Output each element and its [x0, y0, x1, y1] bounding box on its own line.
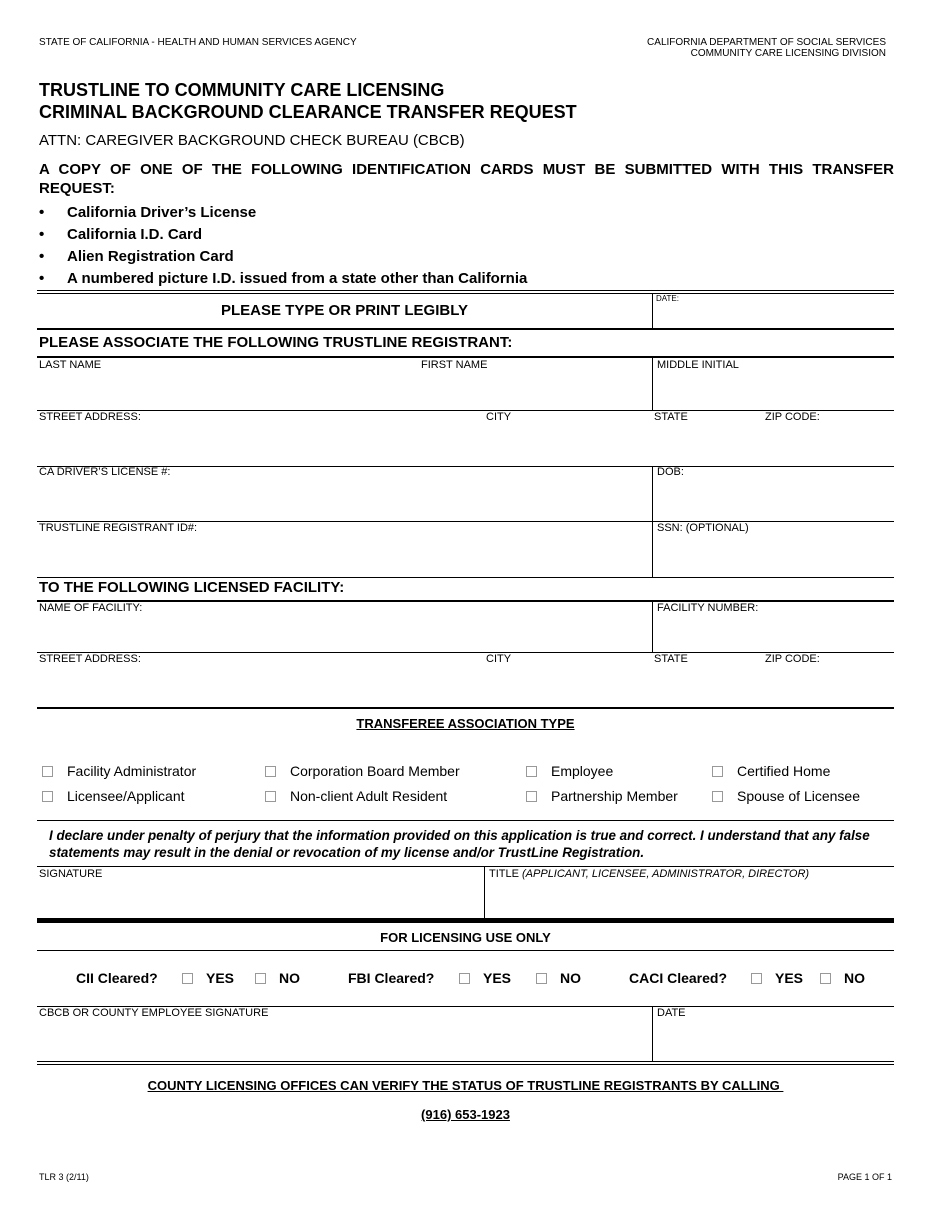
option-label: Partnership Member	[551, 788, 678, 804]
facility-name-field[interactable]	[37, 615, 650, 651]
checkbox[interactable]	[459, 973, 470, 984]
date-label: DATE:	[656, 294, 679, 303]
no-label: NO	[844, 970, 865, 986]
date-field[interactable]	[653, 303, 894, 329]
title-label-options: (APPLICANT, LICENSEE, ADMINISTRATOR, DIRECTOR)	[522, 868, 810, 880]
divider	[37, 950, 894, 951]
verify-phone-number: (916) 653-1923	[421, 1107, 510, 1122]
facility-number-label: FACILITY NUMBER:	[657, 602, 759, 614]
divider	[37, 577, 894, 578]
signature-label: SIGNATURE	[39, 868, 103, 880]
divider	[37, 820, 894, 821]
option-label: Employee	[551, 763, 614, 779]
divider	[37, 1064, 894, 1065]
agency-right-line1: CALIFORNIA DEPARTMENT OF SOCIAL SERVICES	[647, 37, 886, 48]
checkbox[interactable]	[526, 791, 537, 802]
facility-city-field[interactable]	[485, 666, 650, 706]
last-name-label: LAST NAME	[39, 359, 102, 371]
divider	[484, 866, 485, 918]
checkbox[interactable]	[820, 973, 831, 984]
option-certified-home[interactable]	[712, 763, 830, 779]
city-field[interactable]	[485, 424, 650, 464]
checkbox[interactable]	[265, 766, 276, 777]
facility-number-field[interactable]	[653, 615, 894, 651]
facility-zip-field[interactable]	[764, 666, 894, 706]
form-id: TLR 3 (2/11)	[39, 1172, 89, 1182]
divider	[37, 707, 894, 709]
caci-no-option[interactable]	[820, 970, 865, 986]
street-address-field[interactable]	[37, 424, 482, 464]
facility-zip-label: ZIP CODE:	[765, 653, 820, 665]
verify-notice-text: COUNTY LICENSING OFFICES CAN VERIFY THE STATUS OF TRUSTLINE REGISTRANTS BY CALLING	[147, 1078, 784, 1093]
divider	[37, 328, 894, 330]
no-label: NO	[560, 970, 581, 986]
option-label: Facility Administrator	[67, 763, 197, 779]
attn-line: ATTN: CAREGIVER BACKGROUND CHECK BUREAU (CBCB)	[39, 132, 465, 149]
first-name-field[interactable]	[420, 372, 650, 408]
id-card-item: • Alien Registration Card	[39, 246, 527, 268]
registrant-heading: PLEASE ASSOCIATE THE FOLLOWING TRUSTLINE REGISTRANT:	[39, 334, 513, 351]
divider	[37, 600, 894, 602]
checkbox[interactable]	[182, 973, 193, 984]
state-field[interactable]	[653, 424, 761, 464]
caci-cleared-label: CACI Cleared?	[629, 970, 728, 986]
divider	[37, 1061, 894, 1062]
agency-right-line2: COMMUNITY CARE LICENSING DIVISION	[690, 48, 886, 59]
divider	[37, 293, 894, 294]
verify-phone	[37, 1107, 894, 1122]
fbi-no-option[interactable]	[536, 970, 581, 986]
title-label-main: TITLE	[489, 868, 523, 880]
id-card-item: • California Driver’s License	[39, 202, 527, 224]
title-line1: TRUSTLINE TO COMMUNITY CARE LICENSING	[39, 80, 445, 100]
caci-yes-option[interactable]	[751, 970, 803, 986]
checkbox[interactable]	[526, 766, 537, 777]
city-label: CITY	[486, 411, 512, 423]
option-corporation-board-member[interactable]	[265, 763, 460, 779]
option-non-client-adult-resident[interactable]	[265, 788, 447, 804]
no-label: NO	[279, 970, 300, 986]
ssn-field[interactable]	[653, 536, 894, 576]
fbi-yes-option[interactable]	[459, 970, 511, 986]
option-label: Non-client Adult Resident	[290, 788, 448, 804]
title-label	[489, 868, 809, 880]
option-label: Licensee/Applicant	[67, 788, 185, 804]
agency-left: STATE OF CALIFORNIA - HEALTH AND HUMAN SERVICES AGENCY	[39, 37, 357, 48]
option-employee[interactable]	[526, 763, 613, 779]
option-label: Certified Home	[737, 763, 831, 779]
checkbox[interactable]	[265, 791, 276, 802]
verify-notice	[37, 1078, 894, 1093]
option-licensee-applicant[interactable]	[42, 788, 185, 804]
divider	[37, 866, 894, 867]
option-label: Corporation Board Member	[290, 763, 460, 779]
yes-label: YES	[483, 970, 512, 986]
zip-code-field[interactable]	[764, 424, 894, 464]
id-notice: A COPY OF ONE OF THE FOLLOWING IDENTIFICATION CARDS MUST BE SUBMITTED WITH THIS TRANSFER REQUEST:	[39, 161, 894, 197]
divider	[37, 356, 894, 358]
first-name-label: FIRST NAME	[421, 359, 488, 371]
registrant-id-field[interactable]	[37, 536, 650, 576]
facility-city-label: CITY	[486, 653, 512, 665]
declaration: I declare under penalty of perjury that the information provided on this application is true and correct. I understand that any false statements may result in the denial or revocation of my license and/or TrustLine Registration.	[49, 828, 870, 860]
facility-heading: TO THE FOLLOWING LICENSED FACILITY:	[39, 579, 345, 596]
licensing-date-label: DATE	[657, 1007, 686, 1019]
page-title	[39, 79, 577, 123]
dob-field[interactable]	[653, 480, 894, 520]
state-label: STATE	[654, 411, 688, 423]
association-heading-text: TRANSFEREE ASSOCIATION TYPE	[356, 716, 575, 731]
yes-label: YES	[775, 970, 804, 986]
employee-signature-label: CBCB OR COUNTY EMPLOYEE SIGNATURE	[39, 1007, 269, 1019]
checkbox[interactable]	[712, 791, 723, 802]
title-line2: CRIMINAL BACKGROUND CLEARANCE TRANSFER REQUEST	[39, 102, 577, 122]
yes-label: YES	[206, 970, 235, 986]
facility-name-label: NAME OF FACILITY:	[39, 602, 143, 614]
registrant-id-label: TRUSTLINE REGISTRANT ID#:	[39, 522, 198, 534]
association-heading	[37, 716, 894, 731]
drivers-license-label: CA DRIVER’S LICENSE #:	[39, 466, 171, 478]
middle-initial-label: MIDDLE INITIAL	[657, 359, 739, 371]
id-card-list	[39, 202, 527, 290]
facility-street-field[interactable]	[37, 666, 482, 706]
checkbox[interactable]	[712, 766, 723, 777]
employee-signature-field[interactable]	[37, 1021, 650, 1059]
ssn-label: SSN: (OPTIONAL)	[657, 522, 749, 534]
print-notice: PLEASE TYPE OR PRINT LEGIBLY	[221, 302, 468, 319]
id-card-item: • California I.D. Card	[39, 224, 527, 246]
fbi-cleared-label: FBI Cleared?	[348, 970, 435, 986]
option-partnership-member[interactable]	[526, 788, 678, 804]
id-card-item: • A numbered picture I.D. issued from a state other than California	[39, 268, 527, 290]
divider	[37, 918, 894, 923]
checkbox[interactable]	[536, 973, 547, 984]
licensing-heading: FOR LICENSING USE ONLY	[380, 930, 551, 945]
dob-label: DOB:	[657, 466, 684, 478]
licensing-date-field[interactable]	[653, 1021, 894, 1059]
signature-field[interactable]	[37, 881, 482, 917]
page-number: PAGE 1 OF 1	[837, 1172, 892, 1182]
drivers-license-field[interactable]	[37, 480, 650, 520]
option-facility-administrator[interactable]	[42, 763, 196, 779]
checkbox[interactable]	[42, 766, 53, 777]
agency-right	[647, 37, 886, 59]
zip-code-label: ZIP CODE:	[765, 411, 820, 423]
cii-cleared-label: CII Cleared?	[76, 970, 158, 986]
checkbox[interactable]	[751, 973, 762, 984]
option-spouse-of-licensee[interactable]	[712, 788, 860, 804]
cii-no-option[interactable]	[255, 970, 300, 986]
option-label: Spouse of Licensee	[737, 788, 860, 804]
street-address-label: STREET ADDRESS:	[39, 411, 141, 423]
middle-initial-field[interactable]	[653, 372, 894, 408]
checkbox[interactable]	[42, 791, 53, 802]
divider	[37, 290, 894, 291]
cii-yes-option[interactable]	[182, 970, 234, 986]
facility-street-label: STREET ADDRESS:	[39, 653, 141, 665]
checkbox[interactable]	[255, 973, 266, 984]
last-name-field[interactable]	[37, 372, 417, 408]
facility-state-field[interactable]	[653, 666, 761, 706]
facility-state-label: STATE	[654, 653, 688, 665]
title-field[interactable]	[486, 881, 894, 917]
